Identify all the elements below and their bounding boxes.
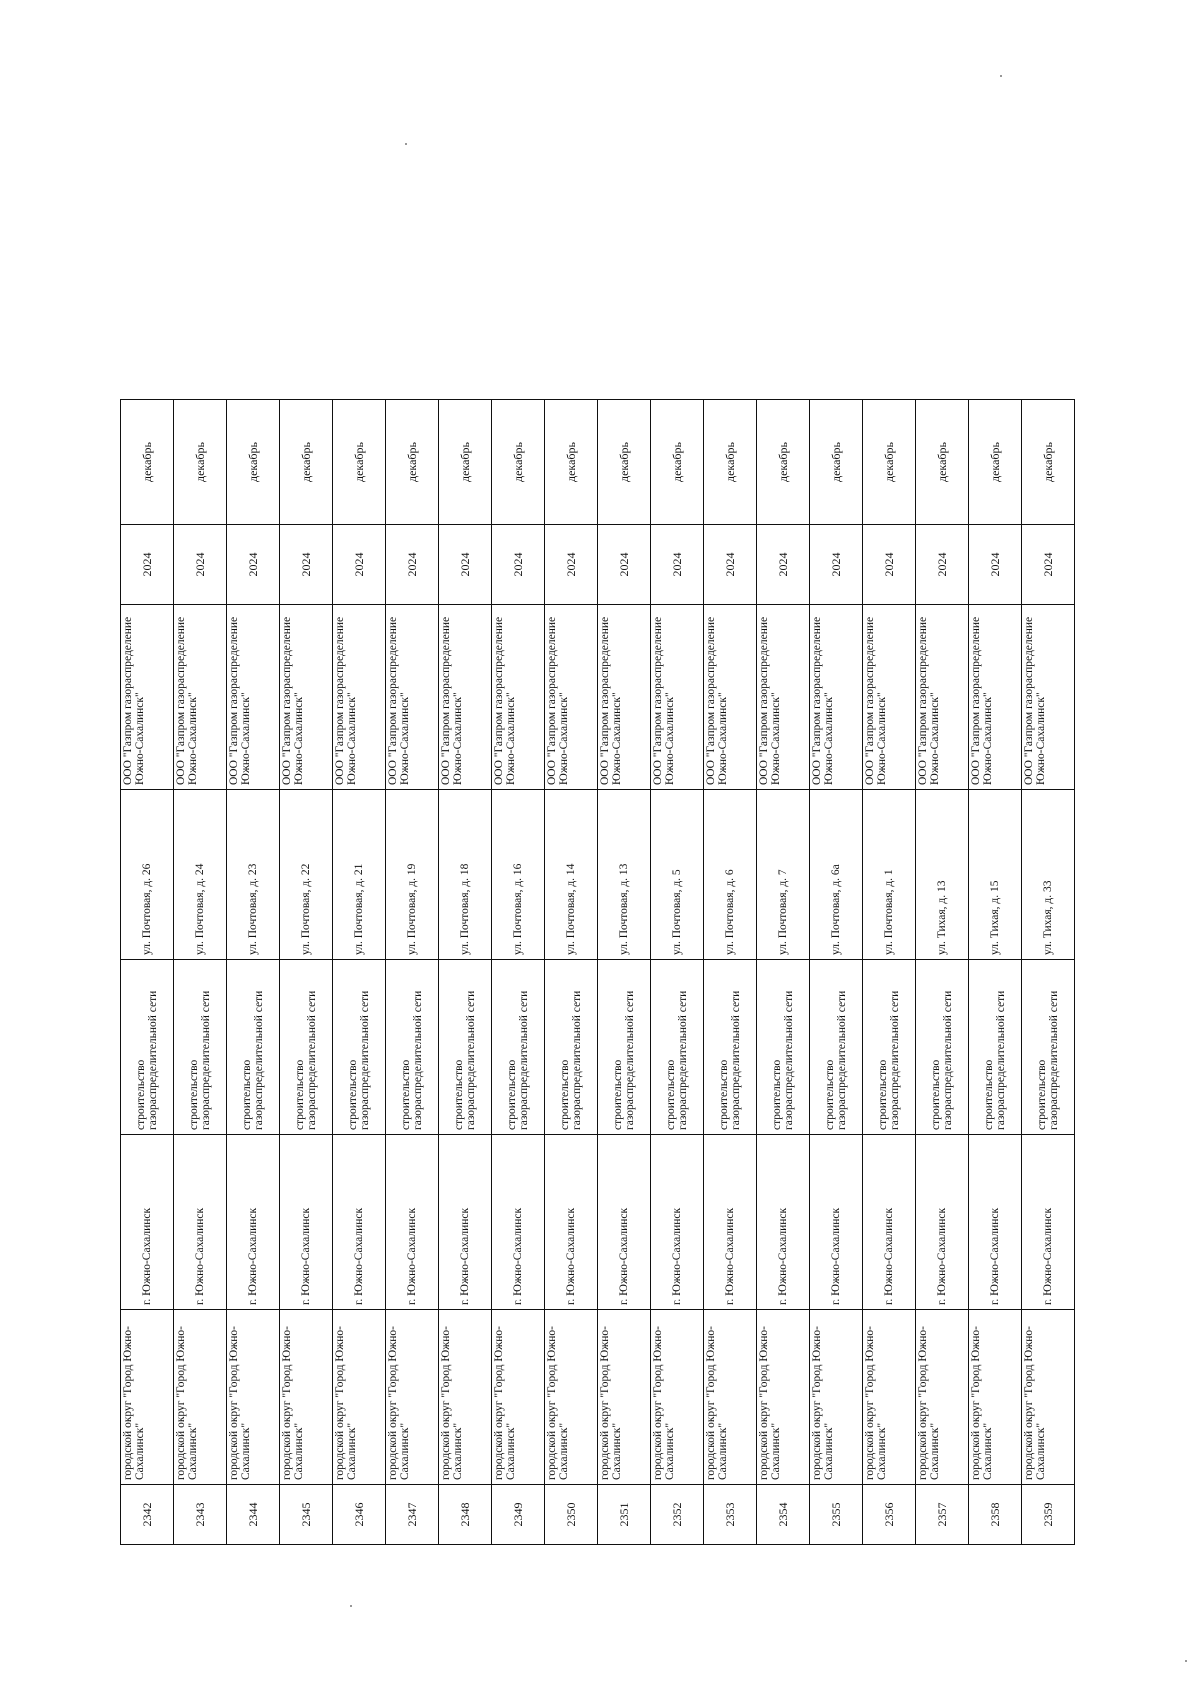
address-cell: ул. Тихая, д. 15: [969, 790, 1022, 960]
year-cell: 2024: [492, 525, 545, 605]
work-type-cell: строительство газораспределительной сети: [651, 960, 704, 1135]
city-cell: г. Южно-Сахалинск: [863, 1135, 916, 1310]
scan-speck: [1000, 75, 1002, 77]
district-cell: городской округ "Город Южно-Сахалинск": [1022, 1310, 1075, 1485]
month-cell: декабрь: [492, 400, 545, 525]
scan-speck: [405, 143, 407, 145]
city-cell: г. Южно-Сахалинск: [174, 1135, 227, 1310]
work-type-cell: строительство газораспределительной сети: [227, 960, 280, 1135]
city-cell: г. Южно-Сахалинск: [651, 1135, 704, 1310]
table-row: [227, 400, 280, 1545]
district-cell: городской округ "Город Южно-Сахалинск": [916, 1310, 969, 1485]
table-row: [757, 400, 810, 1545]
month-cell: декабрь: [651, 400, 704, 525]
address-cell: ул. Почтовая, д. 1: [863, 790, 916, 960]
row-number: 2355: [810, 1485, 863, 1545]
district-cell: городской округ "Город Южно-Сахалинск": [333, 1310, 386, 1485]
month-cell: декабрь: [280, 400, 333, 525]
row-number: 2350: [545, 1485, 598, 1545]
table-row: [969, 400, 1022, 1545]
address-cell: ул. Почтовая, д. 5: [651, 790, 704, 960]
organization-cell: ООО "Газпром газораспределение Южно-Сахалинск": [1022, 605, 1075, 790]
month-cell: декабрь: [545, 400, 598, 525]
year-cell: 2024: [121, 525, 174, 605]
table-row: [598, 400, 651, 1545]
organization-cell: ООО "Газпром газораспределение Южно-Сахалинск": [651, 605, 704, 790]
table-row: [651, 400, 704, 1545]
row-number: 2359: [1022, 1485, 1075, 1545]
address-cell: ул. Почтовая, д. 6а: [810, 790, 863, 960]
organization-cell: ООО "Газпром газораспределение Южно-Сахалинск": [545, 605, 598, 790]
year-cell: 2024: [810, 525, 863, 605]
rotated-page-content: [120, 400, 1075, 1545]
table-body: [121, 400, 1075, 1545]
year-cell: 2024: [386, 525, 439, 605]
table-row: [280, 400, 333, 1545]
district-cell: городской округ "Город Южно-Сахалинск": [121, 1310, 174, 1485]
row-number: 2354: [757, 1485, 810, 1545]
year-cell: 2024: [916, 525, 969, 605]
city-cell: г. Южно-Сахалинск: [439, 1135, 492, 1310]
district-cell: городской округ "Город Южно-Сахалинск": [386, 1310, 439, 1485]
city-cell: г. Южно-Сахалинск: [916, 1135, 969, 1310]
month-cell: декабрь: [863, 400, 916, 525]
month-cell: декабрь: [386, 400, 439, 525]
work-type-cell: строительство газораспределительной сети: [757, 960, 810, 1135]
row-number: 2345: [280, 1485, 333, 1545]
address-cell: ул. Почтовая, д. 21: [333, 790, 386, 960]
table-row: [492, 400, 545, 1545]
year-cell: 2024: [1022, 525, 1075, 605]
address-cell: ул. Почтовая, д. 19: [386, 790, 439, 960]
scan-speck: [1185, 1660, 1187, 1662]
city-cell: г. Южно-Сахалинск: [704, 1135, 757, 1310]
organization-cell: ООО "Газпром газораспределение Южно-Сахалинск": [174, 605, 227, 790]
address-cell: ул. Почтовая, д. 26: [121, 790, 174, 960]
row-number: 2348: [439, 1485, 492, 1545]
row-number: 2357: [916, 1485, 969, 1545]
year-cell: 2024: [651, 525, 704, 605]
organization-cell: ООО "Газпром газораспределение Южно-Сахалинск": [598, 605, 651, 790]
table-row: [545, 400, 598, 1545]
address-cell: ул. Тихая, д. 33: [1022, 790, 1075, 960]
work-type-cell: строительство газораспределительной сети: [439, 960, 492, 1135]
table-row: [333, 400, 386, 1545]
address-cell: ул. Почтовая, д. 6: [704, 790, 757, 960]
city-cell: г. Южно-Сахалинск: [810, 1135, 863, 1310]
city-cell: г. Южно-Сахалинск: [280, 1135, 333, 1310]
gas-network-table: [120, 399, 1075, 1545]
city-cell: г. Южно-Сахалинск: [1022, 1135, 1075, 1310]
table-row: [121, 400, 174, 1545]
address-cell: ул. Почтовая, д. 18: [439, 790, 492, 960]
month-cell: декабрь: [598, 400, 651, 525]
work-type-cell: строительство газораспределительной сети: [863, 960, 916, 1135]
work-type-cell: строительство газораспределительной сети: [916, 960, 969, 1135]
address-cell: ул. Почтовая, д. 13: [598, 790, 651, 960]
year-cell: 2024: [969, 525, 1022, 605]
month-cell: декабрь: [1022, 400, 1075, 525]
table-row: [174, 400, 227, 1545]
address-cell: ул. Почтовая, д. 23: [227, 790, 280, 960]
work-type-cell: строительство газораспределительной сети: [810, 960, 863, 1135]
city-cell: г. Южно-Сахалинск: [227, 1135, 280, 1310]
month-cell: декабрь: [227, 400, 280, 525]
row-number: 2358: [969, 1485, 1022, 1545]
work-type-cell: строительство газораспределительной сети: [969, 960, 1022, 1135]
district-cell: городской округ "Город Южно-Сахалинск": [492, 1310, 545, 1485]
organization-cell: ООО "Газпром газораспределение Южно-Сахалинск": [492, 605, 545, 790]
organization-cell: ООО "Газпром газораспределение Южно-Сахалинск": [227, 605, 280, 790]
address-cell: ул. Почтовая, д. 14: [545, 790, 598, 960]
work-type-cell: строительство газораспределительной сети: [174, 960, 227, 1135]
table-row: [439, 400, 492, 1545]
table-row: [810, 400, 863, 1545]
row-number: 2346: [333, 1485, 386, 1545]
city-cell: г. Южно-Сахалинск: [757, 1135, 810, 1310]
work-type-cell: строительство газораспределительной сети: [545, 960, 598, 1135]
table-row: [386, 400, 439, 1545]
city-cell: г. Южно-Сахалинск: [969, 1135, 1022, 1310]
year-cell: 2024: [174, 525, 227, 605]
organization-cell: ООО "Газпром газораспределение Южно-Сахалинск": [386, 605, 439, 790]
row-number: 2353: [704, 1485, 757, 1545]
row-number: 2356: [863, 1485, 916, 1545]
address-cell: ул. Почтовая, д. 16: [492, 790, 545, 960]
year-cell: 2024: [333, 525, 386, 605]
table-row: [1022, 400, 1075, 1545]
organization-cell: ООО "Газпром газораспределение Южно-Сахалинск": [969, 605, 1022, 790]
row-number: 2344: [227, 1485, 280, 1545]
year-cell: 2024: [757, 525, 810, 605]
year-cell: 2024: [227, 525, 280, 605]
district-cell: городской округ "Город Южно-Сахалинск": [651, 1310, 704, 1485]
row-number: 2343: [174, 1485, 227, 1545]
district-cell: городской округ "Город Южно-Сахалинск": [704, 1310, 757, 1485]
month-cell: декабрь: [333, 400, 386, 525]
city-cell: г. Южно-Сахалинск: [492, 1135, 545, 1310]
district-cell: городской округ "Город Южно-Сахалинск": [439, 1310, 492, 1485]
organization-cell: ООО "Газпром газораспределение Южно-Сахалинск": [439, 605, 492, 790]
city-cell: г. Южно-Сахалинск: [598, 1135, 651, 1310]
organization-cell: ООО "Газпром газораспределение Южно-Сахалинск": [863, 605, 916, 790]
organization-cell: ООО "Газпром газораспределение Южно-Сахалинск": [280, 605, 333, 790]
city-cell: г. Южно-Сахалинск: [386, 1135, 439, 1310]
year-cell: 2024: [704, 525, 757, 605]
month-cell: декабрь: [916, 400, 969, 525]
month-cell: декабрь: [757, 400, 810, 525]
work-type-cell: строительство газораспределительной сети: [280, 960, 333, 1135]
district-cell: городской округ "Город Южно-Сахалинск": [545, 1310, 598, 1485]
organization-cell: ООО "Газпром газораспределение Южно-Сахалинск": [916, 605, 969, 790]
month-cell: декабрь: [810, 400, 863, 525]
month-cell: декабрь: [174, 400, 227, 525]
district-cell: городской округ "Город Южно-Сахалинск": [810, 1310, 863, 1485]
organization-cell: ООО "Газпром газораспределение Южно-Сахалинск": [704, 605, 757, 790]
table-row: [863, 400, 916, 1545]
row-number: 2349: [492, 1485, 545, 1545]
row-number: 2342: [121, 1485, 174, 1545]
address-cell: ул. Почтовая, д. 22: [280, 790, 333, 960]
district-cell: городской округ "Город Южно-Сахалинск": [280, 1310, 333, 1485]
district-cell: городской округ "Город Южно-Сахалинск": [757, 1310, 810, 1485]
year-cell: 2024: [598, 525, 651, 605]
district-cell: городской округ "Город Южно-Сахалинск": [863, 1310, 916, 1485]
address-cell: ул. Почтовая, д. 24: [174, 790, 227, 960]
scan-speck: [350, 1605, 352, 1607]
work-type-cell: строительство газораспределительной сети: [333, 960, 386, 1135]
year-cell: 2024: [280, 525, 333, 605]
address-cell: ул. Тихая, д. 13: [916, 790, 969, 960]
month-cell: декабрь: [121, 400, 174, 525]
work-type-cell: строительство газораспределительной сети: [704, 960, 757, 1135]
row-number: 2351: [598, 1485, 651, 1545]
work-type-cell: строительство газораспределительной сети: [386, 960, 439, 1135]
organization-cell: ООО "Газпром газораспределение Южно-Сахалинск": [333, 605, 386, 790]
work-type-cell: строительство газораспределительной сети: [492, 960, 545, 1135]
city-cell: г. Южно-Сахалинск: [333, 1135, 386, 1310]
work-type-cell: строительство газораспределительной сети: [1022, 960, 1075, 1135]
city-cell: г. Южно-Сахалинск: [121, 1135, 174, 1310]
district-cell: городской округ "Город Южно-Сахалинск": [174, 1310, 227, 1485]
organization-cell: ООО "Газпром газораспределение Южно-Сахалинск": [757, 605, 810, 790]
organization-cell: ООО "Газпром газораспределение Южно-Сахалинск": [121, 605, 174, 790]
organization-cell: ООО "Газпром газораспределение Южно-Сахалинск": [810, 605, 863, 790]
district-cell: городской округ "Город Южно-Сахалинск": [227, 1310, 280, 1485]
row-number: 2347: [386, 1485, 439, 1545]
city-cell: г. Южно-Сахалинск: [545, 1135, 598, 1310]
work-type-cell: строительство газораспределительной сети: [121, 960, 174, 1135]
year-cell: 2024: [863, 525, 916, 605]
address-cell: ул. Почтовая, д. 7: [757, 790, 810, 960]
row-number: 2352: [651, 1485, 704, 1545]
month-cell: декабрь: [439, 400, 492, 525]
district-cell: городской округ "Город Южно-Сахалинск": [598, 1310, 651, 1485]
year-cell: 2024: [545, 525, 598, 605]
work-type-cell: строительство газораспределительной сети: [598, 960, 651, 1135]
month-cell: декабрь: [969, 400, 1022, 525]
year-cell: 2024: [439, 525, 492, 605]
month-cell: декабрь: [704, 400, 757, 525]
table-row: [704, 400, 757, 1545]
table-row: [916, 400, 969, 1545]
district-cell: городской округ "Город Южно-Сахалинск": [969, 1310, 1022, 1485]
